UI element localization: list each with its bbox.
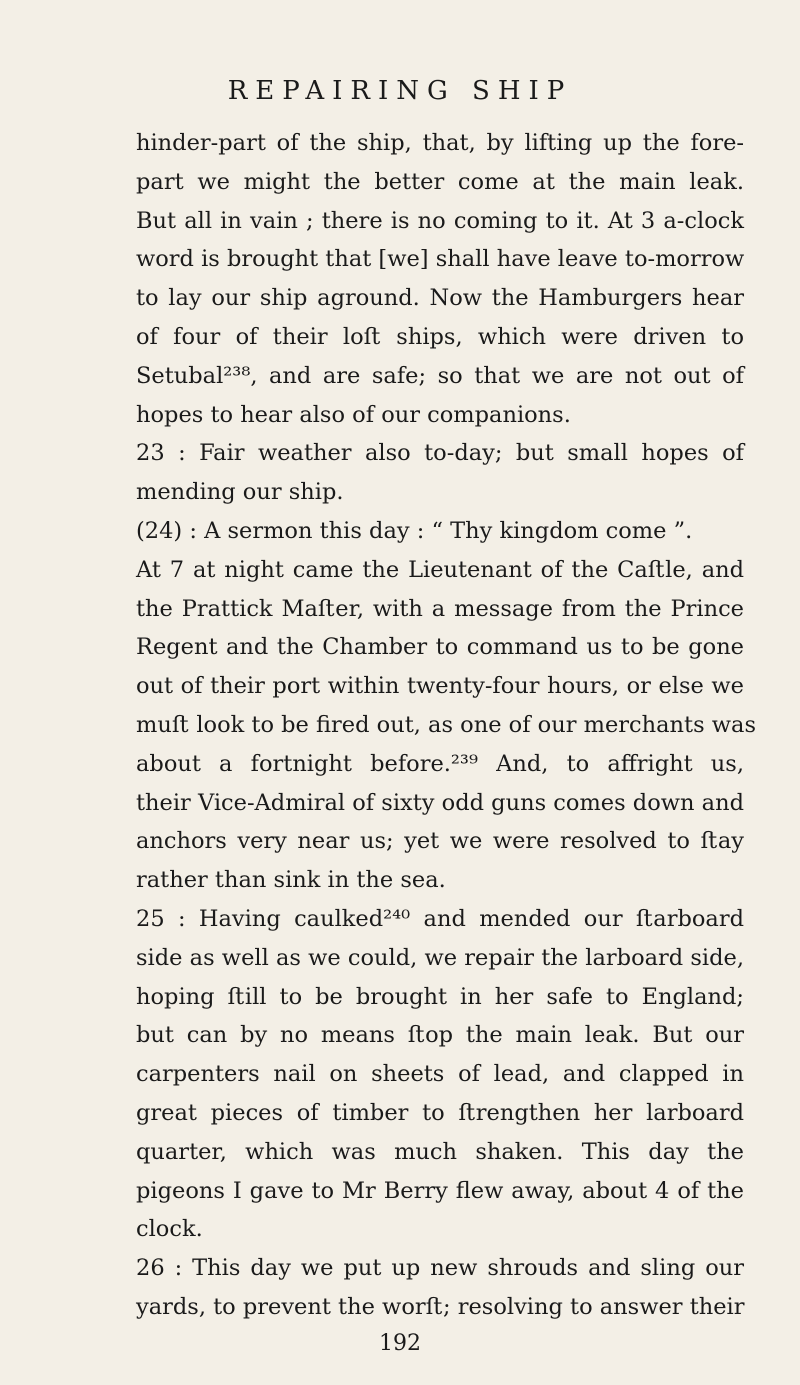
text-line: but can by no means ﬅop the main leak. But our [136,1022,744,1049]
text-line: the Prattick Maﬅer, with a message from the Prince [136,595,744,622]
text-line: quarter, which was much shaken. This day the [136,1138,744,1165]
text-line: great pieces of timber to ﬅrengthen her larboard [136,1099,744,1126]
text-line: anchors very near us; yet we were resolved to ﬅay [136,828,744,855]
text-line: muﬅ look to be fired out, as one of our merchants was [136,711,756,738]
text-line: mending our ship. [136,479,344,506]
text-line: carpenters nail on sheets of lead, and clapped in [136,1061,744,1088]
text-line: side as well as we could, we repair the larboard side, [136,944,744,971]
text-line: clock. [136,1216,203,1243]
text-line: Setubal²³⁸, and are safe; so that we are not out of [136,362,744,389]
text-line: hopes to hear also of our companions. [136,401,571,428]
text-line: At 7 at night came the Lieutenant of the Caﬅle, and [136,556,744,583]
text-line: part we might the better come at the main leak. [136,168,744,195]
text-line: pigeons I gave to Mr Berry flew away, about 4 of the [136,1177,744,1204]
text-line: about a fortnight before.²³⁹ And, to affright us, [136,750,744,777]
text-line: (24) : A sermon this day : “ Thy kingdom come ”. [136,517,693,544]
text-line: out of their port within twenty-four hours, or else we [136,673,744,700]
text-line: 23 : Fair weather also to-day; but small hopes of [136,440,744,467]
page-number: 192 [379,1331,421,1356]
text-line: their Vice-Admiral of sixty odd guns comes down and [136,789,744,816]
text-line: of four of their loﬅ ships, which were driven to [136,323,744,350]
text-line: Regent and the Chamber to command us to be gone [136,634,744,661]
text-line: yards, to prevent the worﬅ; resolving to answer their [136,1293,745,1320]
text-line: to lay our ship aground. Now the Hamburgers hear [136,285,744,312]
text-line: hoping ﬅill to be brought in her safe to England; [136,983,744,1010]
text-line: word is brought that [we] shall have leave to-morrow [136,246,745,273]
running-head: REPAIRING SHIP [227,76,573,106]
text-line: hinder-part of the ship, that, by lifting up the fore- [136,130,744,156]
text-line: 25 : Having caulked²⁴⁰ and mended our ﬅarboard [136,905,744,932]
body-text [136,124,756,1327]
text-line: rather than sink in the sea. [136,867,446,894]
text-line: But all in vain ; there is no coming to it. At 3 a-clock [136,207,744,234]
text-line: 26 : This day we put up new shrouds and sling our [136,1255,744,1282]
